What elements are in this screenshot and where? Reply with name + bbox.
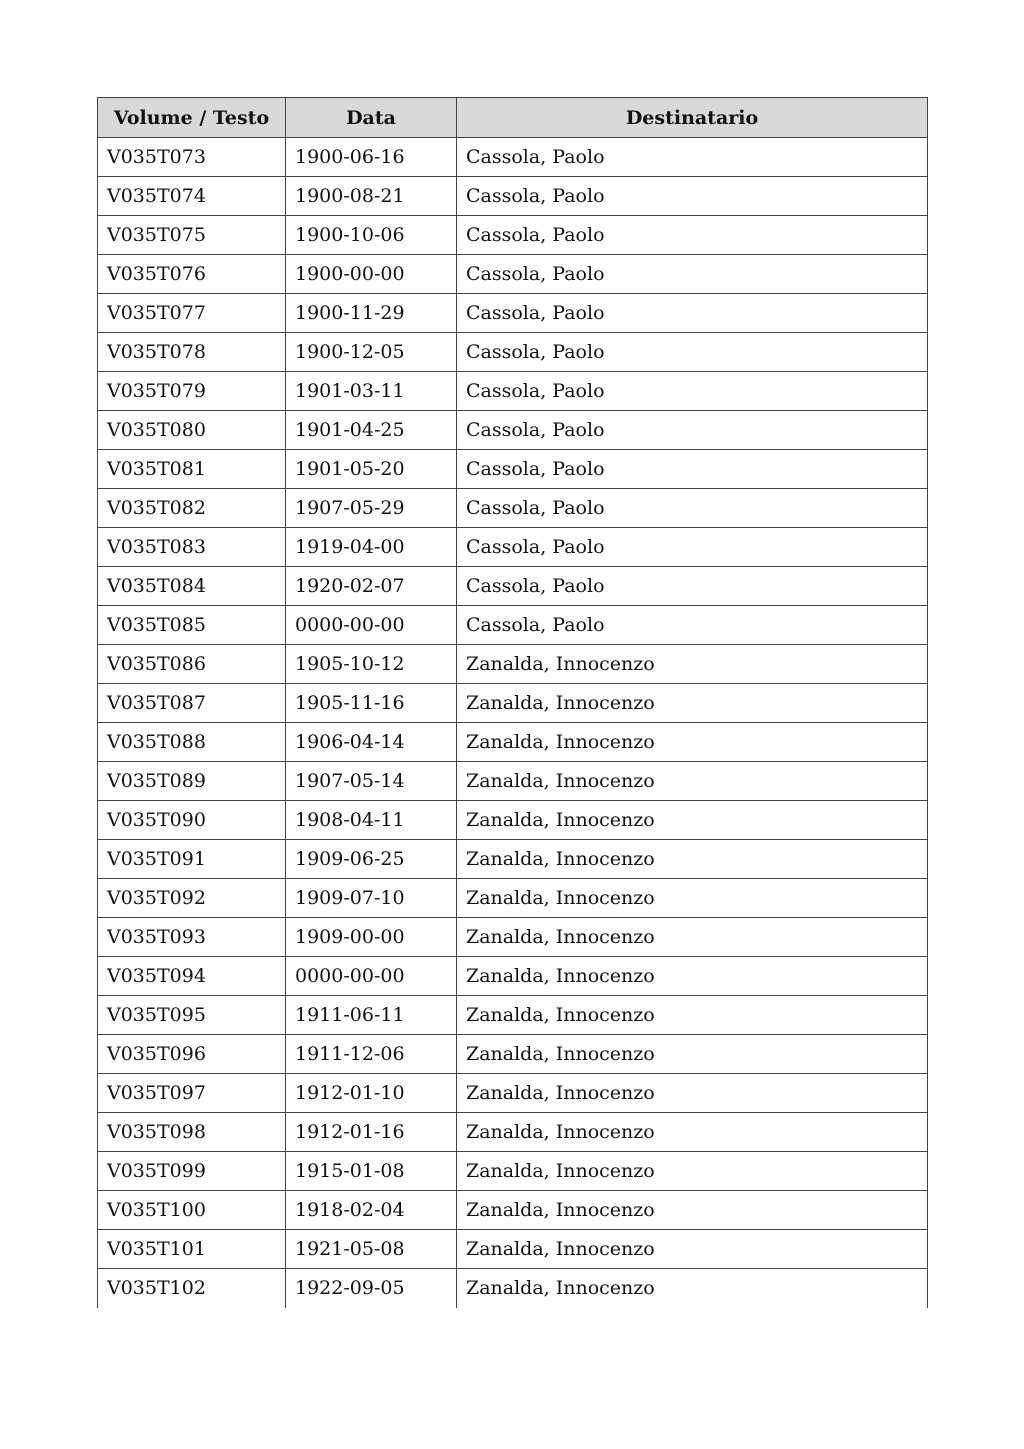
table-row bbox=[98, 801, 928, 840]
cell-destinatario: Zanalda, Innocenzo bbox=[457, 1191, 928, 1230]
cell-destinatario: Cassola, Paolo bbox=[457, 333, 928, 372]
cell-destinatario: Zanalda, Innocenzo bbox=[457, 879, 928, 918]
cell-destinatario: Zanalda, Innocenzo bbox=[457, 996, 928, 1035]
table-row bbox=[98, 489, 928, 528]
table-row bbox=[98, 606, 928, 645]
cell-data: 1900-06-16 bbox=[286, 138, 457, 177]
cell-data: 1918-02-04 bbox=[286, 1191, 457, 1230]
cell-data: 1912-01-16 bbox=[286, 1113, 457, 1152]
table-row bbox=[98, 1113, 928, 1152]
cell-destinatario: Cassola, Paolo bbox=[457, 411, 928, 450]
cell-destinatario: Zanalda, Innocenzo bbox=[457, 762, 928, 801]
cell-data: 1907-05-29 bbox=[286, 489, 457, 528]
cell-data: 1919-04-00 bbox=[286, 528, 457, 567]
table-row bbox=[98, 372, 928, 411]
cell-volume-testo: V035T088 bbox=[98, 723, 286, 762]
cell-data: 1911-12-06 bbox=[286, 1035, 457, 1074]
table-row bbox=[98, 1191, 928, 1230]
cell-destinatario: Zanalda, Innocenzo bbox=[457, 1269, 928, 1308]
table-row bbox=[98, 177, 928, 216]
cell-volume-testo: V035T086 bbox=[98, 645, 286, 684]
cell-destinatario: Zanalda, Innocenzo bbox=[457, 645, 928, 684]
table-row bbox=[98, 138, 928, 177]
cell-volume-testo: V035T075 bbox=[98, 216, 286, 255]
cell-destinatario: Zanalda, Innocenzo bbox=[457, 1230, 928, 1269]
cell-data: 1900-12-05 bbox=[286, 333, 457, 372]
table-header bbox=[98, 98, 928, 138]
header-volume-testo: Volume / Testo bbox=[98, 98, 286, 138]
cell-volume-testo: V035T077 bbox=[98, 294, 286, 333]
cell-destinatario: Zanalda, Innocenzo bbox=[457, 1035, 928, 1074]
cell-volume-testo: V035T097 bbox=[98, 1074, 286, 1113]
cell-data: 1921-05-08 bbox=[286, 1230, 457, 1269]
cell-volume-testo: V035T098 bbox=[98, 1113, 286, 1152]
cell-data: 1906-04-14 bbox=[286, 723, 457, 762]
cell-destinatario: Zanalda, Innocenzo bbox=[457, 957, 928, 996]
table-row bbox=[98, 762, 928, 801]
cell-data: 1900-08-21 bbox=[286, 177, 457, 216]
cell-data: 1909-00-00 bbox=[286, 918, 457, 957]
table-row bbox=[98, 1152, 928, 1191]
table-row bbox=[98, 450, 928, 489]
cell-volume-testo: V035T090 bbox=[98, 801, 286, 840]
cell-destinatario: Zanalda, Innocenzo bbox=[457, 684, 928, 723]
cell-volume-testo: V035T099 bbox=[98, 1152, 286, 1191]
letters-table bbox=[97, 97, 928, 1308]
cell-volume-testo: V035T101 bbox=[98, 1230, 286, 1269]
cell-data: 1900-11-29 bbox=[286, 294, 457, 333]
cell-volume-testo: V035T080 bbox=[98, 411, 286, 450]
cell-destinatario: Cassola, Paolo bbox=[457, 255, 928, 294]
table-row bbox=[98, 879, 928, 918]
cell-volume-testo: V035T096 bbox=[98, 1035, 286, 1074]
cell-volume-testo: V035T081 bbox=[98, 450, 286, 489]
table-row bbox=[98, 1269, 928, 1308]
cell-destinatario: Cassola, Paolo bbox=[457, 138, 928, 177]
cell-volume-testo: V035T094 bbox=[98, 957, 286, 996]
cell-destinatario: Zanalda, Innocenzo bbox=[457, 840, 928, 879]
cell-volume-testo: V035T089 bbox=[98, 762, 286, 801]
cell-volume-testo: V035T082 bbox=[98, 489, 286, 528]
cell-volume-testo: V035T085 bbox=[98, 606, 286, 645]
cell-data: 1922-09-05 bbox=[286, 1269, 457, 1308]
cell-destinatario: Cassola, Paolo bbox=[457, 294, 928, 333]
table-row bbox=[98, 918, 928, 957]
table-row bbox=[98, 567, 928, 606]
cell-data: 1900-10-06 bbox=[286, 216, 457, 255]
cell-destinatario: Cassola, Paolo bbox=[457, 528, 928, 567]
cell-destinatario: Cassola, Paolo bbox=[457, 177, 928, 216]
table-row bbox=[98, 957, 928, 996]
header-destinatario: Destinatario bbox=[457, 98, 928, 138]
header-row bbox=[98, 98, 928, 138]
cell-data: 1909-06-25 bbox=[286, 840, 457, 879]
cell-destinatario: Cassola, Paolo bbox=[457, 372, 928, 411]
cell-data: 1911-06-11 bbox=[286, 996, 457, 1035]
cell-data: 1901-03-11 bbox=[286, 372, 457, 411]
cell-data: 1915-01-08 bbox=[286, 1152, 457, 1191]
cell-data: 1909-07-10 bbox=[286, 879, 457, 918]
cell-destinatario: Zanalda, Innocenzo bbox=[457, 1113, 928, 1152]
table-row bbox=[98, 1035, 928, 1074]
cell-data: 1905-11-16 bbox=[286, 684, 457, 723]
header-data: Data bbox=[286, 98, 457, 138]
cell-data: 1907-05-14 bbox=[286, 762, 457, 801]
cell-data: 1912-01-10 bbox=[286, 1074, 457, 1113]
cell-destinatario: Cassola, Paolo bbox=[457, 489, 928, 528]
cell-volume-testo: V035T102 bbox=[98, 1269, 286, 1308]
table-row bbox=[98, 255, 928, 294]
table-row bbox=[98, 723, 928, 762]
table-row bbox=[98, 1074, 928, 1113]
table-row bbox=[98, 645, 928, 684]
cell-volume-testo: V035T073 bbox=[98, 138, 286, 177]
table-body bbox=[98, 138, 928, 1308]
cell-data: 1901-05-20 bbox=[286, 450, 457, 489]
cell-data: 1908-04-11 bbox=[286, 801, 457, 840]
cell-volume-testo: V035T095 bbox=[98, 996, 286, 1035]
cell-destinatario: Zanalda, Innocenzo bbox=[457, 1074, 928, 1113]
cell-data: 0000-00-00 bbox=[286, 957, 457, 996]
cell-volume-testo: V035T083 bbox=[98, 528, 286, 567]
cell-destinatario: Zanalda, Innocenzo bbox=[457, 801, 928, 840]
cell-volume-testo: V035T084 bbox=[98, 567, 286, 606]
table-row bbox=[98, 216, 928, 255]
cell-destinatario: Cassola, Paolo bbox=[457, 567, 928, 606]
cell-volume-testo: V035T093 bbox=[98, 918, 286, 957]
cell-destinatario: Zanalda, Innocenzo bbox=[457, 723, 928, 762]
table-row bbox=[98, 684, 928, 723]
cell-data: 1901-04-25 bbox=[286, 411, 457, 450]
cell-volume-testo: V035T092 bbox=[98, 879, 286, 918]
table-row bbox=[98, 996, 928, 1035]
table-row bbox=[98, 528, 928, 567]
cell-volume-testo: V035T078 bbox=[98, 333, 286, 372]
table-row bbox=[98, 840, 928, 879]
cell-data: 1920-02-07 bbox=[286, 567, 457, 606]
table-row bbox=[98, 1230, 928, 1269]
cell-volume-testo: V035T074 bbox=[98, 177, 286, 216]
table-row bbox=[98, 411, 928, 450]
cell-destinatario: Cassola, Paolo bbox=[457, 216, 928, 255]
cell-destinatario: Zanalda, Innocenzo bbox=[457, 1152, 928, 1191]
cell-destinatario: Zanalda, Innocenzo bbox=[457, 918, 928, 957]
cell-volume-testo: V035T079 bbox=[98, 372, 286, 411]
table-row bbox=[98, 294, 928, 333]
cell-data: 1905-10-12 bbox=[286, 645, 457, 684]
cell-volume-testo: V035T076 bbox=[98, 255, 286, 294]
table-row bbox=[98, 333, 928, 372]
cell-destinatario: Cassola, Paolo bbox=[457, 606, 928, 645]
cell-data: 1900-00-00 bbox=[286, 255, 457, 294]
cell-volume-testo: V035T100 bbox=[98, 1191, 286, 1230]
cell-volume-testo: V035T091 bbox=[98, 840, 286, 879]
cell-volume-testo: V035T087 bbox=[98, 684, 286, 723]
cell-destinatario: Cassola, Paolo bbox=[457, 450, 928, 489]
cell-data: 0000-00-00 bbox=[286, 606, 457, 645]
